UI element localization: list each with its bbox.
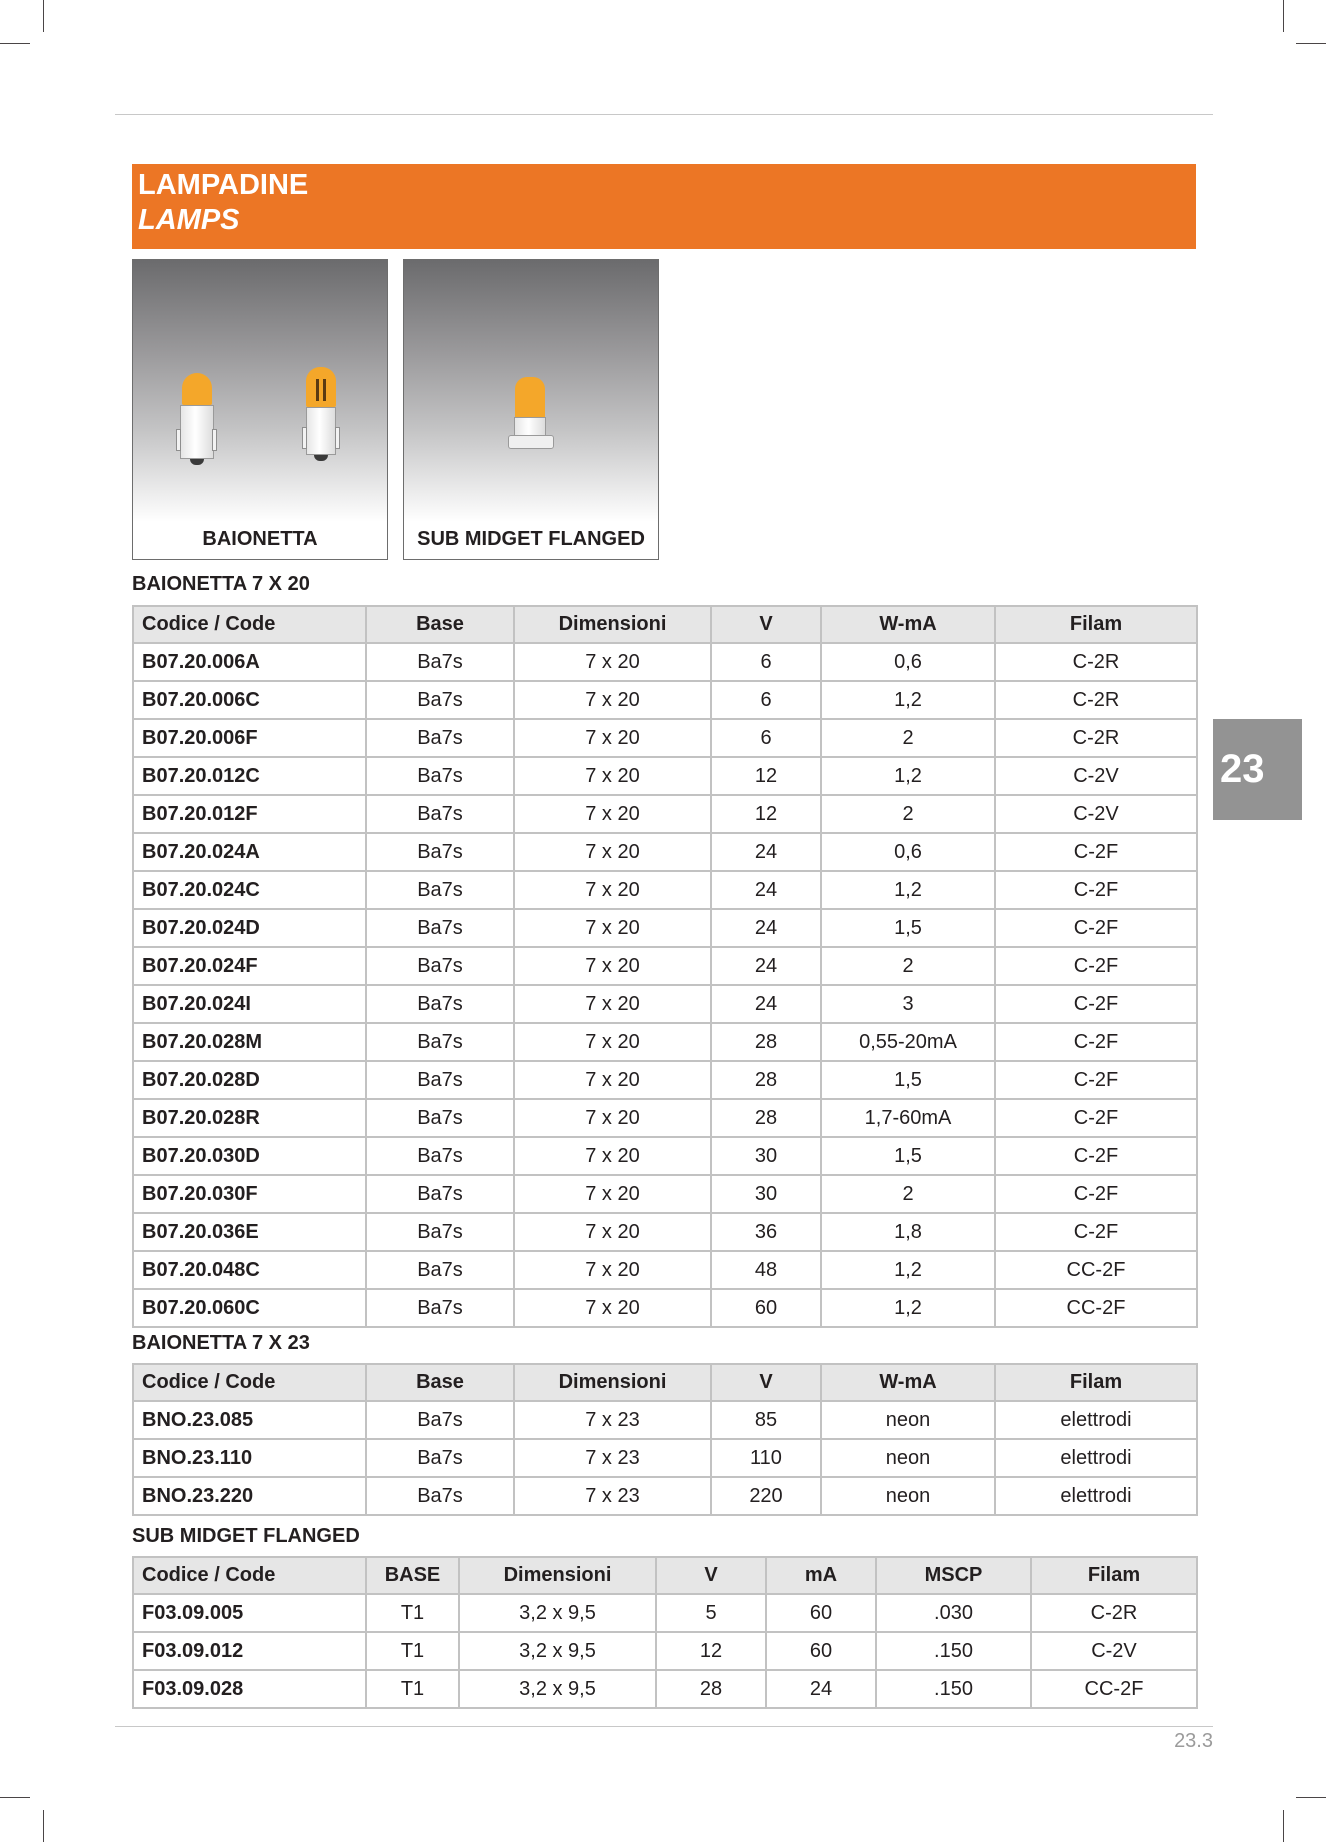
- table-cell: neon: [821, 1477, 995, 1515]
- table-row: [133, 1439, 1197, 1477]
- table-cell: Ba7s: [366, 1137, 514, 1175]
- table-cell: 30: [711, 1137, 821, 1175]
- column-header: mA: [766, 1557, 876, 1594]
- header-rule: [115, 114, 1213, 115]
- column-header: Codice / Code: [133, 1557, 366, 1594]
- table-cell: 7 x 20: [514, 1251, 711, 1289]
- spec-table-sub-midget-flanged: [132, 1556, 1198, 1709]
- product-code-cell: B07.20.006C: [133, 681, 366, 719]
- crop-mark: [1283, 1810, 1284, 1842]
- table-cell: T1: [366, 1670, 459, 1708]
- flanged-lamp-image: [508, 377, 558, 457]
- table-cell: 7 x 20: [514, 795, 711, 833]
- table-cell: CC-2F: [1031, 1670, 1197, 1708]
- table-cell: T1: [366, 1594, 459, 1632]
- table-cell: C-2F: [995, 909, 1197, 947]
- table-cell: 6: [711, 681, 821, 719]
- table-cell: C-2F: [995, 833, 1197, 871]
- table-cell: Ba7s: [366, 1061, 514, 1099]
- bayonet-lamp-image: [178, 373, 220, 468]
- table-row: [133, 1401, 1197, 1439]
- table-cell: Ba7s: [366, 1289, 514, 1327]
- table-cell: C-2V: [995, 795, 1197, 833]
- photo-bayonet: [132, 259, 388, 560]
- table-cell: 12: [656, 1632, 766, 1670]
- table-cell: .030: [876, 1594, 1031, 1632]
- table-cell: C-2F: [995, 1213, 1197, 1251]
- table-row: [133, 985, 1197, 1023]
- spec-table-baionetta-7x23: [132, 1363, 1198, 1516]
- table-cell: Ba7s: [366, 1023, 514, 1061]
- table-cell: elettrodi: [995, 1477, 1197, 1515]
- table-cell: 7 x 20: [514, 909, 711, 947]
- table-cell: Ba7s: [366, 1175, 514, 1213]
- table-cell: C-2F: [995, 985, 1197, 1023]
- table-cell: Ba7s: [366, 985, 514, 1023]
- table-cell: CC-2F: [995, 1251, 1197, 1289]
- column-header: Codice / Code: [133, 606, 366, 643]
- table-cell: CC-2F: [995, 1289, 1197, 1327]
- photo-flanged: [403, 259, 659, 560]
- table-cell: neon: [821, 1401, 995, 1439]
- table-row: [133, 1213, 1197, 1251]
- product-code-cell: B07.20.024F: [133, 947, 366, 985]
- crop-mark: [1296, 1797, 1326, 1798]
- table-row: [133, 1251, 1197, 1289]
- table-cell: 7 x 23: [514, 1439, 711, 1477]
- crop-mark: [0, 43, 30, 44]
- table-cell: 220: [711, 1477, 821, 1515]
- table-cell: Ba7s: [366, 1439, 514, 1477]
- table-cell: 0,55-20mA: [821, 1023, 995, 1061]
- column-header: Dimensioni: [514, 1364, 711, 1401]
- column-header: Dimensioni: [459, 1557, 656, 1594]
- table-cell: neon: [821, 1439, 995, 1477]
- table-cell: 60: [766, 1594, 876, 1632]
- table-cell: 2: [821, 795, 995, 833]
- table-cell: Ba7s: [366, 757, 514, 795]
- table-cell: 1,5: [821, 1137, 995, 1175]
- column-header: Filam: [995, 1364, 1197, 1401]
- table-cell: 0,6: [821, 643, 995, 681]
- table-row: [133, 643, 1197, 681]
- crop-mark: [43, 1810, 44, 1842]
- table-row: [133, 1594, 1197, 1632]
- table-cell: 28: [711, 1061, 821, 1099]
- table-row: [133, 1023, 1197, 1061]
- table-cell: 7 x 20: [514, 719, 711, 757]
- product-code-cell: B07.20.048C: [133, 1251, 366, 1289]
- table-cell: 85: [711, 1401, 821, 1439]
- table-cell: C-2F: [995, 1023, 1197, 1061]
- table-row: [133, 947, 1197, 985]
- page-title-it: LAMPADINE: [138, 169, 309, 201]
- column-header: Filam: [1031, 1557, 1197, 1594]
- table-cell: Ba7s: [366, 1099, 514, 1137]
- product-code-cell: B07.20.024I: [133, 985, 366, 1023]
- table-row: [133, 795, 1197, 833]
- table-cell: 7 x 20: [514, 1175, 711, 1213]
- table-cell: 2: [821, 947, 995, 985]
- table-cell: 28: [711, 1023, 821, 1061]
- table-cell: 28: [711, 1099, 821, 1137]
- table-cell: Ba7s: [366, 1213, 514, 1251]
- table-cell: C-2R: [995, 719, 1197, 757]
- table-cell: 1,5: [821, 1061, 995, 1099]
- table-cell: C-2F: [995, 1061, 1197, 1099]
- table-cell: 7 x 20: [514, 871, 711, 909]
- table-cell: Ba7s: [366, 833, 514, 871]
- section-title: BAIONETTA 7 X 20: [132, 573, 310, 595]
- table-row: [133, 757, 1197, 795]
- table-cell: 28: [656, 1670, 766, 1708]
- product-code-cell: F03.09.028: [133, 1670, 366, 1708]
- table-cell: 7 x 20: [514, 1137, 711, 1175]
- table-cell: C-2R: [995, 643, 1197, 681]
- product-code-cell: B07.20.030D: [133, 1137, 366, 1175]
- table-row: [133, 871, 1197, 909]
- table-cell: 1,8: [821, 1213, 995, 1251]
- table-cell: 48: [711, 1251, 821, 1289]
- table-cell: 7 x 20: [514, 985, 711, 1023]
- table-cell: 1,5: [821, 909, 995, 947]
- product-code-cell: BNO.23.220: [133, 1477, 366, 1515]
- table-cell: C-2F: [995, 1099, 1197, 1137]
- table-cell: Ba7s: [366, 719, 514, 757]
- table-cell: elettrodi: [995, 1401, 1197, 1439]
- table-cell: 6: [711, 643, 821, 681]
- column-header: Base: [366, 1364, 514, 1401]
- table-cell: Ba7s: [366, 909, 514, 947]
- table-cell: Ba7s: [366, 643, 514, 681]
- product-code-cell: B07.20.036E: [133, 1213, 366, 1251]
- table-cell: 7 x 20: [514, 757, 711, 795]
- section-title: BAIONETTA 7 X 23: [132, 1332, 310, 1354]
- table-cell: C-2F: [995, 1137, 1197, 1175]
- table-cell: 7 x 20: [514, 1099, 711, 1137]
- footer-rule: [115, 1726, 1213, 1727]
- table-cell: 1,2: [821, 681, 995, 719]
- table-cell: Ba7s: [366, 947, 514, 985]
- product-code-cell: B07.20.028M: [133, 1023, 366, 1061]
- table-cell: 2: [821, 719, 995, 757]
- table-cell: 7 x 20: [514, 1289, 711, 1327]
- product-code-cell: F03.09.005: [133, 1594, 366, 1632]
- product-code-cell: B07.20.028D: [133, 1061, 366, 1099]
- table-cell: 24: [766, 1670, 876, 1708]
- table-cell: 60: [766, 1632, 876, 1670]
- table-cell: 24: [711, 871, 821, 909]
- column-header: Codice / Code: [133, 1364, 366, 1401]
- product-code-cell: B07.20.028R: [133, 1099, 366, 1137]
- table-cell: 3,2 x 9,5: [459, 1594, 656, 1632]
- table-cell: .150: [876, 1670, 1031, 1708]
- table-row: [133, 1477, 1197, 1515]
- table-cell: 30: [711, 1175, 821, 1213]
- product-code-cell: B07.20.024D: [133, 909, 366, 947]
- table-row: [133, 1670, 1197, 1708]
- table-cell: 7 x 20: [514, 833, 711, 871]
- product-code-cell: B07.20.006A: [133, 643, 366, 681]
- table-row: [133, 1099, 1197, 1137]
- photo-caption: BAIONETTA: [202, 528, 318, 550]
- table-cell: Ba7s: [366, 1401, 514, 1439]
- column-header: BASE: [366, 1557, 459, 1594]
- table-cell: 1,2: [821, 757, 995, 795]
- table-cell: 36: [711, 1213, 821, 1251]
- table-cell: C-2F: [995, 1175, 1197, 1213]
- table-cell: 3: [821, 985, 995, 1023]
- table-header-row: [133, 606, 1197, 643]
- chapter-tab: 23: [1213, 719, 1302, 820]
- column-header: MSCP: [876, 1557, 1031, 1594]
- column-header: V: [656, 1557, 766, 1594]
- spec-table-baionetta-7x20: [132, 605, 1198, 1328]
- photo-caption: SUB MIDGET FLANGED: [417, 528, 645, 550]
- table-cell: Ba7s: [366, 795, 514, 833]
- column-header: W-mA: [821, 606, 995, 643]
- table-cell: C-2R: [995, 681, 1197, 719]
- table-row: [133, 681, 1197, 719]
- bayonet-lamp-filament-image: [303, 367, 343, 467]
- table-cell: 12: [711, 795, 821, 833]
- crop-mark: [43, 0, 44, 32]
- table-cell: Ba7s: [366, 681, 514, 719]
- table-cell: C-2V: [995, 757, 1197, 795]
- table-cell: 3,2 x 9,5: [459, 1632, 656, 1670]
- table-cell: 7 x 23: [514, 1477, 711, 1515]
- table-cell: 7 x 20: [514, 947, 711, 985]
- table-cell: 1,2: [821, 1251, 995, 1289]
- product-code-cell: B07.20.006F: [133, 719, 366, 757]
- table-cell: 24: [711, 909, 821, 947]
- product-code-cell: B07.20.012C: [133, 757, 366, 795]
- table-cell: C-2F: [995, 871, 1197, 909]
- product-code-cell: B07.20.024A: [133, 833, 366, 871]
- table-row: [133, 909, 1197, 947]
- table-cell: C-2F: [995, 947, 1197, 985]
- table-cell: 24: [711, 985, 821, 1023]
- table-cell: 12: [711, 757, 821, 795]
- table-cell: 60: [711, 1289, 821, 1327]
- table-cell: T1: [366, 1632, 459, 1670]
- page-title-en: LAMPS: [138, 204, 240, 236]
- table-cell: Ba7s: [366, 1477, 514, 1515]
- table-cell: .150: [876, 1632, 1031, 1670]
- table-cell: elettrodi: [995, 1439, 1197, 1477]
- column-header: Base: [366, 606, 514, 643]
- table-row: [133, 1289, 1197, 1327]
- table-cell: 0,6: [821, 833, 995, 871]
- table-row: [133, 1175, 1197, 1213]
- table-header-row: [133, 1557, 1197, 1594]
- table-cell: 2: [821, 1175, 995, 1213]
- table-header-row: [133, 1364, 1197, 1401]
- column-header: V: [711, 606, 821, 643]
- title-banner: [132, 164, 1196, 249]
- table-cell: 24: [711, 833, 821, 871]
- column-header: Filam: [995, 606, 1197, 643]
- table-cell: 1,7-60mA: [821, 1099, 995, 1137]
- product-code-cell: B07.20.024C: [133, 871, 366, 909]
- table-cell: 1,2: [821, 1289, 995, 1327]
- table-row: [133, 719, 1197, 757]
- table-cell: 24: [711, 947, 821, 985]
- product-code-cell: BNO.23.110: [133, 1439, 366, 1477]
- table-cell: 3,2 x 9,5: [459, 1670, 656, 1708]
- table-cell: 5: [656, 1594, 766, 1632]
- product-code-cell: BNO.23.085: [133, 1401, 366, 1439]
- crop-mark: [1283, 0, 1284, 32]
- product-code-cell: B07.20.060C: [133, 1289, 366, 1327]
- crop-mark: [0, 1797, 30, 1798]
- table-cell: 7 x 20: [514, 1213, 711, 1251]
- table-cell: C-2V: [1031, 1632, 1197, 1670]
- table-cell: 1,2: [821, 871, 995, 909]
- table-cell: 6: [711, 719, 821, 757]
- page-number: 23.3: [1174, 1730, 1213, 1752]
- table-row: [133, 1061, 1197, 1099]
- product-code-cell: B07.20.030F: [133, 1175, 366, 1213]
- column-header: W-mA: [821, 1364, 995, 1401]
- table-cell: 7 x 23: [514, 1401, 711, 1439]
- section-title: SUB MIDGET FLANGED: [132, 1525, 360, 1547]
- table-row: [133, 833, 1197, 871]
- table-cell: 7 x 20: [514, 1023, 711, 1061]
- table-cell: Ba7s: [366, 871, 514, 909]
- product-code-cell: B07.20.012F: [133, 795, 366, 833]
- table-cell: 110: [711, 1439, 821, 1477]
- table-cell: C-2R: [1031, 1594, 1197, 1632]
- table-cell: Ba7s: [366, 1251, 514, 1289]
- table-cell: 7 x 20: [514, 1061, 711, 1099]
- table-row: [133, 1137, 1197, 1175]
- product-code-cell: F03.09.012: [133, 1632, 366, 1670]
- table-cell: 7 x 20: [514, 643, 711, 681]
- table-cell: 7 x 20: [514, 681, 711, 719]
- crop-mark: [1296, 43, 1326, 44]
- column-header: Dimensioni: [514, 606, 711, 643]
- column-header: V: [711, 1364, 821, 1401]
- table-row: [133, 1632, 1197, 1670]
- photo-background: [133, 260, 387, 522]
